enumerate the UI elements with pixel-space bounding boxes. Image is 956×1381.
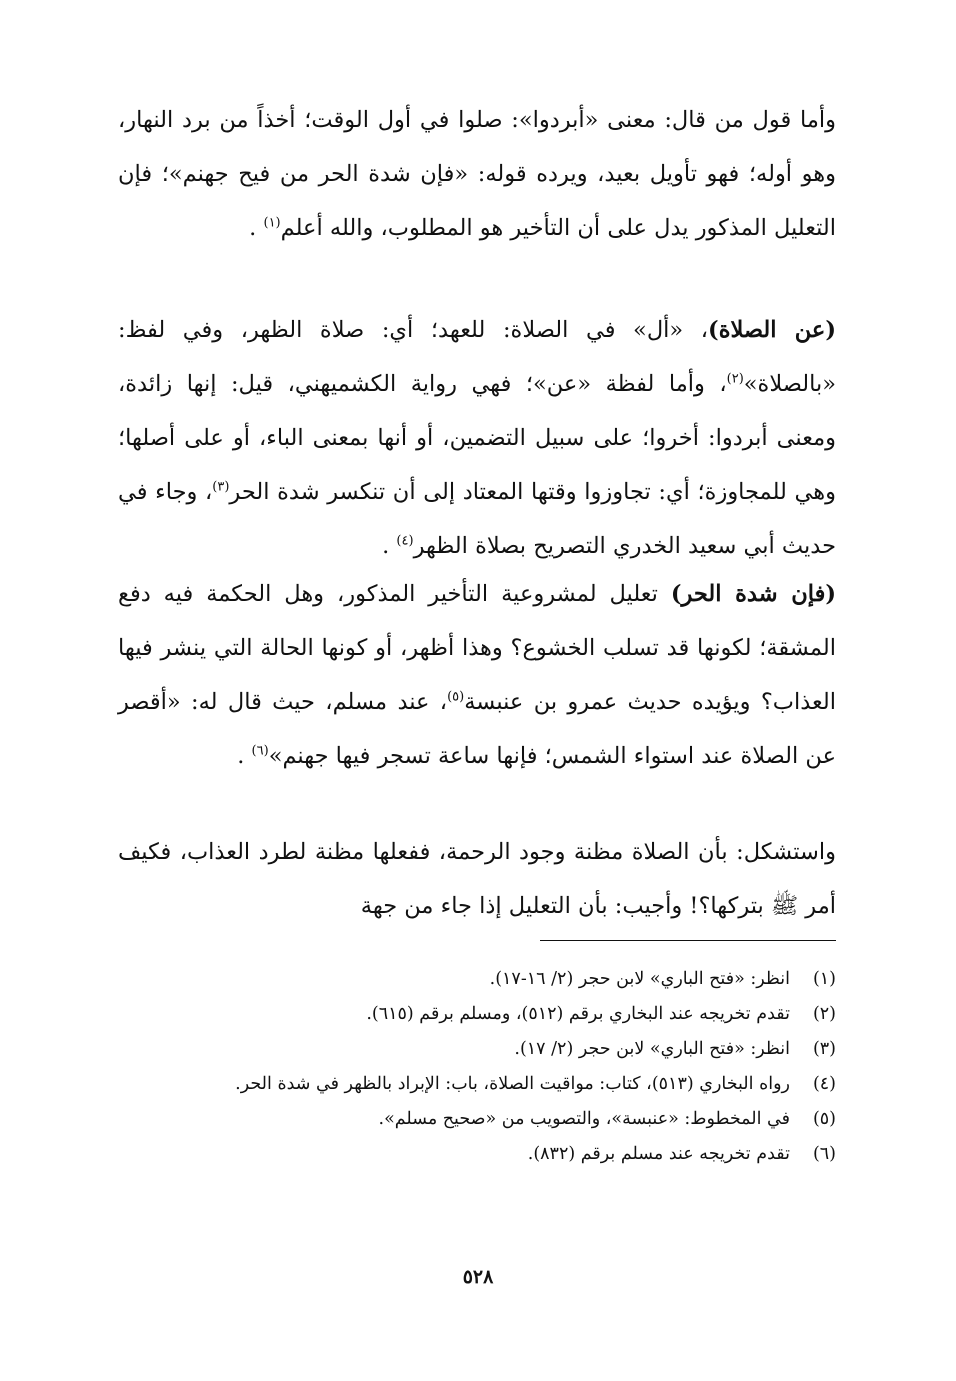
paragraph-2 xyxy=(118,303,836,573)
footnote-1 xyxy=(118,962,836,997)
footnote-text: في المخطوط: «عنبسة»، والتصويب من «صحيح مسلم». xyxy=(378,1109,790,1129)
paragraph-2-end: . xyxy=(382,533,390,559)
footnote-number: (٦) xyxy=(812,1144,836,1164)
paragraph-4 xyxy=(118,825,836,933)
footnote-ref-4: (٤) xyxy=(396,533,414,549)
footnote-number: (١) xyxy=(812,969,836,989)
paragraph-3-text-a: تعليل لمشروعية التأخير المذكور، وهل الحكمة فيه دفع المشقة؛ لكونها قد تسلب الخشوع؟ وهذا أظهر، أو كونها الحالة التي ينشر فيها العذاب؟ ويؤيده حديث عمرو بن عنبسة xyxy=(118,581,836,715)
footnote-ref-5: (٥) xyxy=(447,689,465,705)
footnote-text: تقدم تخريجه عند البخاري برقم (٥١٢)، ومسلم برقم (٦١٥). xyxy=(366,1004,790,1024)
footnotes xyxy=(118,962,836,1172)
paragraph-3-lead: (فإن شدة الحر) xyxy=(670,581,836,607)
footnote-5 xyxy=(118,1102,836,1137)
paragraph-2-text-b: ، وأما لفظة «عن»؛ فهي رواية الكشميهني، قيل: إنها زائدة، ومعنى أبردوا: أخروا؛ على سبيل التضمين، أو أنها بمعنى الباء، أو على أصلها؛ وهي للمجاوزة؛ أي: تجاوزوا وقتها المعتاد إلى أن تنكسر شدة الحر xyxy=(118,371,836,505)
footnote-number: (٤) xyxy=(812,1074,836,1094)
footnote-text: تقدم تخريجه عند مسلم برقم (٨٣٢). xyxy=(527,1144,790,1164)
footnote-ref-6: (٦) xyxy=(251,743,269,759)
footnote-text: انظر: «فتح الباري» لابن حجر (٢/ ١٦-١٧). xyxy=(489,969,790,989)
footnote-6 xyxy=(118,1137,836,1172)
footnote-2 xyxy=(118,997,836,1032)
paragraph-2-text-a: ، «أل» في الصلاة: للعهد؛ أي: صلاة الظهر، وفي لفظ: «بالصلاة» xyxy=(118,317,836,397)
footnote-separator xyxy=(540,940,836,941)
footnote-number: (٥) xyxy=(812,1109,836,1129)
footnote-number: (٢) xyxy=(812,1004,836,1024)
paragraph-3 xyxy=(118,567,836,783)
paragraph-3-text-b: ، عند مسلم، حيث قال له: «أقصر عن الصلاة عند استواء الشمس؛ فإنها ساعة تسجر فيها جهنم» xyxy=(118,689,836,769)
footnote-ref-3: (٣) xyxy=(212,479,230,495)
page-number: ٥٢٨ xyxy=(462,1266,494,1288)
paragraph-2-text-c: ، وجاء في حديث أبي سعيد الخدري التصريح بصلاة الظهر xyxy=(118,479,836,559)
footnote-4 xyxy=(118,1067,836,1102)
paragraph-2-lead: (عن الصلاة) xyxy=(708,317,836,343)
paragraph-1 xyxy=(118,93,836,255)
footnote-number: (٣) xyxy=(812,1039,836,1059)
paragraph-1-end: . xyxy=(249,215,257,241)
paragraph-3-end: . xyxy=(237,743,245,769)
paragraph-4-text: واستشكل: بأن الصلاة مظنة وجود الرحمة، ففعلها مظنة لطرد العذاب، فكيف أمر ﷺ بتركها؟! وأجيب: بأن التعليل إذا جاء من جهة xyxy=(118,839,836,919)
paragraph-1-text: وأما قول من قال: معنى «أبردوا»: صلوا في أول الوقت؛ أخذاً من برد النهار، وهو أوله؛ فهو تأويل بعيد، ويرده قوله: «فإن شدة الحر من فيح جهنم»؛ فإن التعليل المذكور يدل على أن التأخير هو المطلوب، والله أعلم xyxy=(118,107,836,241)
footnote-text: انظر: «فتح الباري» لابن حجر (٢/ ١٧). xyxy=(514,1039,790,1059)
footnote-text: رواه البخاري (٥١٣)، كتاب: مواقيت الصلاة، باب: الإبراد بالظهر في شدة الحر. xyxy=(235,1074,790,1094)
footnote-ref-2: (٢) xyxy=(726,371,744,387)
footnote-3 xyxy=(118,1032,836,1067)
footnote-ref-1: (١) xyxy=(263,215,281,231)
